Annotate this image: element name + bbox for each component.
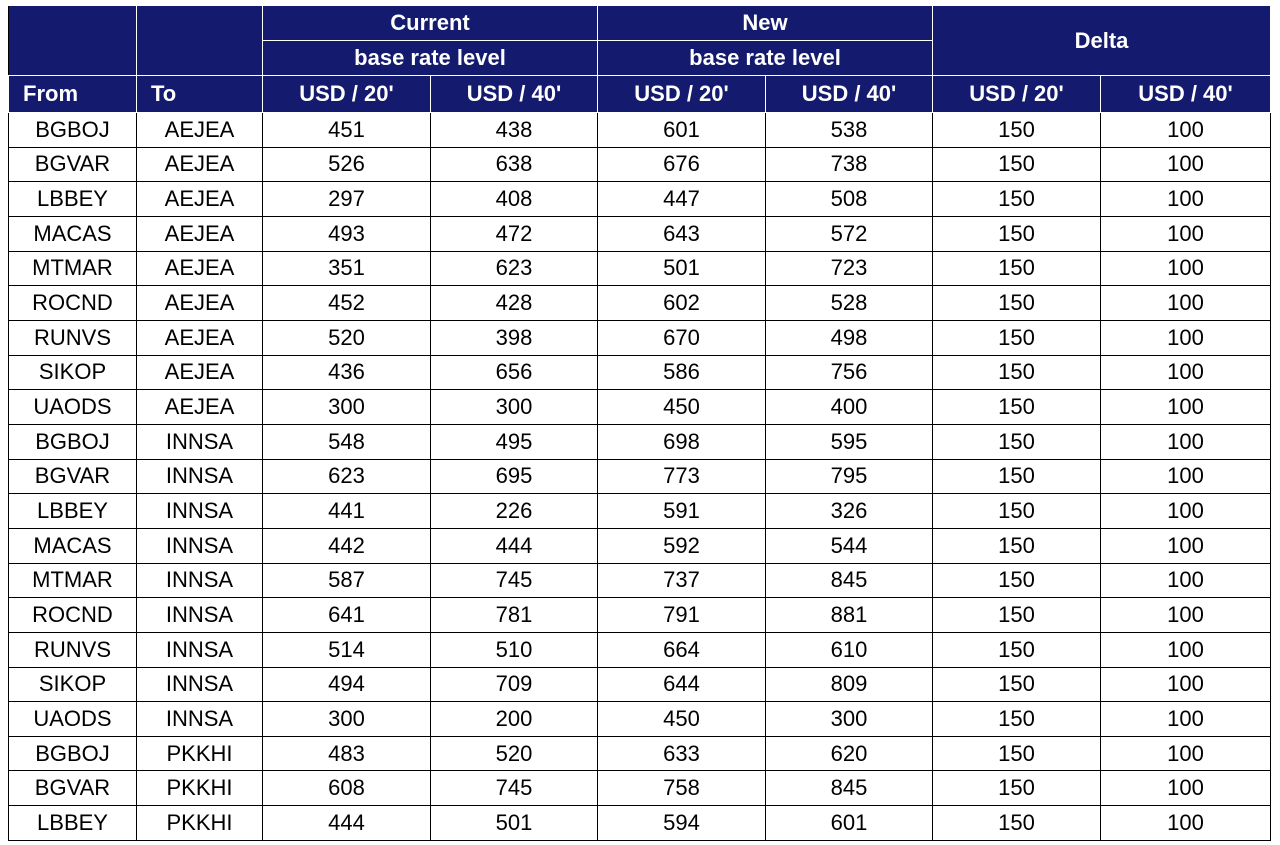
header-current-title: Current (263, 6, 598, 41)
cell-from: BGVAR (9, 147, 137, 182)
cell-current-usd20: 452 (263, 286, 431, 321)
cell-current-usd20: 451 (263, 113, 431, 148)
table-row (9, 806, 1271, 841)
cell-delta-usd20: 150 (933, 355, 1101, 390)
cell-delta-usd20: 150 (933, 702, 1101, 737)
cell-to: AEJEA (137, 355, 263, 390)
cell-delta-usd40: 100 (1101, 494, 1271, 529)
cell-current-usd40: 495 (431, 424, 598, 459)
cell-delta-usd20: 150 (933, 667, 1101, 702)
cell-current-usd20: 641 (263, 598, 431, 633)
cell-delta-usd20: 150 (933, 459, 1101, 494)
table-body (9, 113, 1271, 841)
cell-from: SIKOP (9, 355, 137, 390)
cell-to: AEJEA (137, 390, 263, 425)
rate-table (8, 5, 1271, 841)
cell-new-usd40: 845 (766, 771, 933, 806)
header-new-usd40: USD / 40' (766, 76, 933, 113)
header-new-sub: base rate level (598, 41, 933, 76)
cell-new-usd20: 594 (598, 806, 766, 841)
cell-current-usd40: 428 (431, 286, 598, 321)
cell-delta-usd20: 150 (933, 424, 1101, 459)
cell-current-usd40: 300 (431, 390, 598, 425)
cell-current-usd20: 520 (263, 320, 431, 355)
cell-new-usd40: 845 (766, 563, 933, 598)
cell-current-usd40: 472 (431, 216, 598, 251)
cell-new-usd40: 544 (766, 528, 933, 563)
table-row (9, 182, 1271, 217)
cell-delta-usd40: 100 (1101, 216, 1271, 251)
cell-current-usd40: 745 (431, 771, 598, 806)
cell-current-usd40: 656 (431, 355, 598, 390)
cell-new-usd40: 610 (766, 632, 933, 667)
cell-new-usd20: 601 (598, 113, 766, 148)
header-delta-title: Delta (933, 6, 1271, 76)
cell-current-usd20: 442 (263, 528, 431, 563)
cell-new-usd20: 643 (598, 216, 766, 251)
table-row (9, 424, 1271, 459)
cell-new-usd20: 591 (598, 494, 766, 529)
cell-to: PKKHI (137, 771, 263, 806)
cell-new-usd40: 400 (766, 390, 933, 425)
cell-from: BGVAR (9, 771, 137, 806)
cell-delta-usd20: 150 (933, 563, 1101, 598)
cell-current-usd40: 510 (431, 632, 598, 667)
cell-current-usd40: 398 (431, 320, 598, 355)
table-header (9, 6, 1271, 113)
cell-new-usd40: 326 (766, 494, 933, 529)
table-row (9, 667, 1271, 702)
table-row (9, 702, 1271, 737)
cell-delta-usd20: 150 (933, 771, 1101, 806)
table-row (9, 459, 1271, 494)
cell-to: AEJEA (137, 147, 263, 182)
cell-new-usd40: 809 (766, 667, 933, 702)
cell-new-usd40: 723 (766, 251, 933, 286)
cell-from: MTMAR (9, 563, 137, 598)
table-row (9, 113, 1271, 148)
cell-from: RUNVS (9, 632, 137, 667)
cell-delta-usd20: 150 (933, 736, 1101, 771)
cell-new-usd20: 450 (598, 390, 766, 425)
cell-new-usd20: 791 (598, 598, 766, 633)
cell-new-usd40: 601 (766, 806, 933, 841)
cell-current-usd40: 444 (431, 528, 598, 563)
header-blank-to (137, 6, 263, 76)
cell-delta-usd40: 100 (1101, 632, 1271, 667)
cell-new-usd20: 670 (598, 320, 766, 355)
header-from: From (9, 76, 137, 113)
cell-current-usd40: 438 (431, 113, 598, 148)
cell-delta-usd40: 100 (1101, 736, 1271, 771)
header-delta-usd40: USD / 40' (1101, 76, 1271, 113)
cell-to: INNSA (137, 494, 263, 529)
cell-current-usd40: 200 (431, 702, 598, 737)
cell-delta-usd20: 150 (933, 251, 1101, 286)
table-row (9, 494, 1271, 529)
table-row (9, 563, 1271, 598)
cell-to: AEJEA (137, 286, 263, 321)
cell-delta-usd40: 100 (1101, 320, 1271, 355)
cell-delta-usd40: 100 (1101, 390, 1271, 425)
cell-current-usd40: 520 (431, 736, 598, 771)
table-row (9, 632, 1271, 667)
cell-delta-usd40: 100 (1101, 355, 1271, 390)
cell-from: BGVAR (9, 459, 137, 494)
cell-current-usd20: 444 (263, 806, 431, 841)
cell-current-usd40: 745 (431, 563, 598, 598)
cell-delta-usd20: 150 (933, 806, 1101, 841)
cell-to: INNSA (137, 667, 263, 702)
cell-delta-usd20: 150 (933, 320, 1101, 355)
cell-current-usd20: 351 (263, 251, 431, 286)
cell-to: INNSA (137, 528, 263, 563)
cell-new-usd20: 586 (598, 355, 766, 390)
cell-current-usd40: 695 (431, 459, 598, 494)
cell-new-usd40: 498 (766, 320, 933, 355)
cell-current-usd40: 623 (431, 251, 598, 286)
table-row (9, 736, 1271, 771)
cell-current-usd20: 623 (263, 459, 431, 494)
cell-current-usd20: 514 (263, 632, 431, 667)
cell-to: INNSA (137, 424, 263, 459)
cell-current-usd20: 526 (263, 147, 431, 182)
cell-delta-usd40: 100 (1101, 182, 1271, 217)
cell-delta-usd40: 100 (1101, 251, 1271, 286)
cell-new-usd40: 881 (766, 598, 933, 633)
cell-current-usd20: 608 (263, 771, 431, 806)
cell-from: RUNVS (9, 320, 137, 355)
cell-from: SIKOP (9, 667, 137, 702)
cell-new-usd40: 738 (766, 147, 933, 182)
cell-delta-usd40: 100 (1101, 459, 1271, 494)
cell-current-usd40: 709 (431, 667, 598, 702)
cell-current-usd20: 300 (263, 390, 431, 425)
cell-from: BGBOJ (9, 424, 137, 459)
cell-to: PKKHI (137, 806, 263, 841)
header-current-usd20: USD / 20' (263, 76, 431, 113)
cell-new-usd20: 602 (598, 286, 766, 321)
cell-new-usd40: 508 (766, 182, 933, 217)
cell-current-usd40: 408 (431, 182, 598, 217)
cell-to: INNSA (137, 598, 263, 633)
cell-current-usd20: 300 (263, 702, 431, 737)
cell-to: AEJEA (137, 251, 263, 286)
cell-new-usd40: 528 (766, 286, 933, 321)
cell-delta-usd20: 150 (933, 147, 1101, 182)
cell-delta-usd20: 150 (933, 598, 1101, 633)
cell-new-usd40: 620 (766, 736, 933, 771)
cell-from: MTMAR (9, 251, 137, 286)
cell-delta-usd40: 100 (1101, 286, 1271, 321)
cell-delta-usd20: 150 (933, 113, 1101, 148)
header-to: To (137, 76, 263, 113)
table-row (9, 390, 1271, 425)
cell-new-usd20: 698 (598, 424, 766, 459)
table-row (9, 251, 1271, 286)
table-row (9, 528, 1271, 563)
cell-from: BGBOJ (9, 113, 137, 148)
cell-to: AEJEA (137, 216, 263, 251)
cell-from: LBBEY (9, 494, 137, 529)
cell-delta-usd40: 100 (1101, 147, 1271, 182)
cell-current-usd40: 226 (431, 494, 598, 529)
cell-from: ROCND (9, 286, 137, 321)
cell-current-usd40: 501 (431, 806, 598, 841)
cell-new-usd40: 300 (766, 702, 933, 737)
cell-delta-usd40: 100 (1101, 667, 1271, 702)
table-row (9, 598, 1271, 633)
table-row (9, 771, 1271, 806)
cell-new-usd40: 538 (766, 113, 933, 148)
cell-from: UAODS (9, 390, 137, 425)
cell-current-usd20: 436 (263, 355, 431, 390)
cell-delta-usd20: 150 (933, 286, 1101, 321)
cell-to: PKKHI (137, 736, 263, 771)
cell-new-usd40: 795 (766, 459, 933, 494)
cell-current-usd40: 781 (431, 598, 598, 633)
cell-delta-usd20: 150 (933, 216, 1101, 251)
cell-to: AEJEA (137, 113, 263, 148)
cell-delta-usd40: 100 (1101, 528, 1271, 563)
cell-new-usd40: 572 (766, 216, 933, 251)
cell-to: INNSA (137, 563, 263, 598)
cell-to: INNSA (137, 632, 263, 667)
cell-delta-usd40: 100 (1101, 113, 1271, 148)
table-row (9, 216, 1271, 251)
cell-new-usd20: 758 (598, 771, 766, 806)
cell-current-usd20: 494 (263, 667, 431, 702)
cell-to: INNSA (137, 702, 263, 737)
cell-from: BGBOJ (9, 736, 137, 771)
cell-delta-usd20: 150 (933, 182, 1101, 217)
cell-delta-usd20: 150 (933, 494, 1101, 529)
cell-from: ROCND (9, 598, 137, 633)
cell-new-usd40: 595 (766, 424, 933, 459)
header-new-title: New (598, 6, 933, 41)
cell-new-usd20: 773 (598, 459, 766, 494)
cell-from: LBBEY (9, 806, 137, 841)
cell-delta-usd40: 100 (1101, 563, 1271, 598)
cell-new-usd20: 676 (598, 147, 766, 182)
cell-new-usd20: 737 (598, 563, 766, 598)
cell-current-usd20: 297 (263, 182, 431, 217)
table-row (9, 286, 1271, 321)
cell-to: INNSA (137, 459, 263, 494)
cell-delta-usd40: 100 (1101, 702, 1271, 737)
cell-to: AEJEA (137, 182, 263, 217)
cell-new-usd20: 664 (598, 632, 766, 667)
cell-current-usd20: 587 (263, 563, 431, 598)
cell-delta-usd40: 100 (1101, 424, 1271, 459)
header-current-usd40: USD / 40' (431, 76, 598, 113)
cell-new-usd20: 644 (598, 667, 766, 702)
cell-to: AEJEA (137, 320, 263, 355)
header-delta-usd20: USD / 20' (933, 76, 1101, 113)
cell-current-usd20: 548 (263, 424, 431, 459)
cell-new-usd40: 756 (766, 355, 933, 390)
cell-delta-usd40: 100 (1101, 771, 1271, 806)
cell-current-usd20: 441 (263, 494, 431, 529)
cell-delta-usd20: 150 (933, 390, 1101, 425)
cell-current-usd40: 638 (431, 147, 598, 182)
cell-delta-usd20: 150 (933, 632, 1101, 667)
cell-from: MACAS (9, 528, 137, 563)
header-blank-from (9, 6, 137, 76)
table-row (9, 320, 1271, 355)
header-new-usd20: USD / 20' (598, 76, 766, 113)
cell-new-usd20: 450 (598, 702, 766, 737)
cell-current-usd20: 493 (263, 216, 431, 251)
cell-delta-usd40: 100 (1101, 806, 1271, 841)
table-row (9, 355, 1271, 390)
cell-delta-usd20: 150 (933, 528, 1101, 563)
cell-from: UAODS (9, 702, 137, 737)
cell-new-usd20: 592 (598, 528, 766, 563)
cell-new-usd20: 501 (598, 251, 766, 286)
table-row (9, 147, 1271, 182)
cell-delta-usd40: 100 (1101, 598, 1271, 633)
cell-new-usd20: 447 (598, 182, 766, 217)
cell-new-usd20: 633 (598, 736, 766, 771)
cell-from: LBBEY (9, 182, 137, 217)
cell-current-usd20: 483 (263, 736, 431, 771)
cell-from: MACAS (9, 216, 137, 251)
header-current-sub: base rate level (263, 41, 598, 76)
